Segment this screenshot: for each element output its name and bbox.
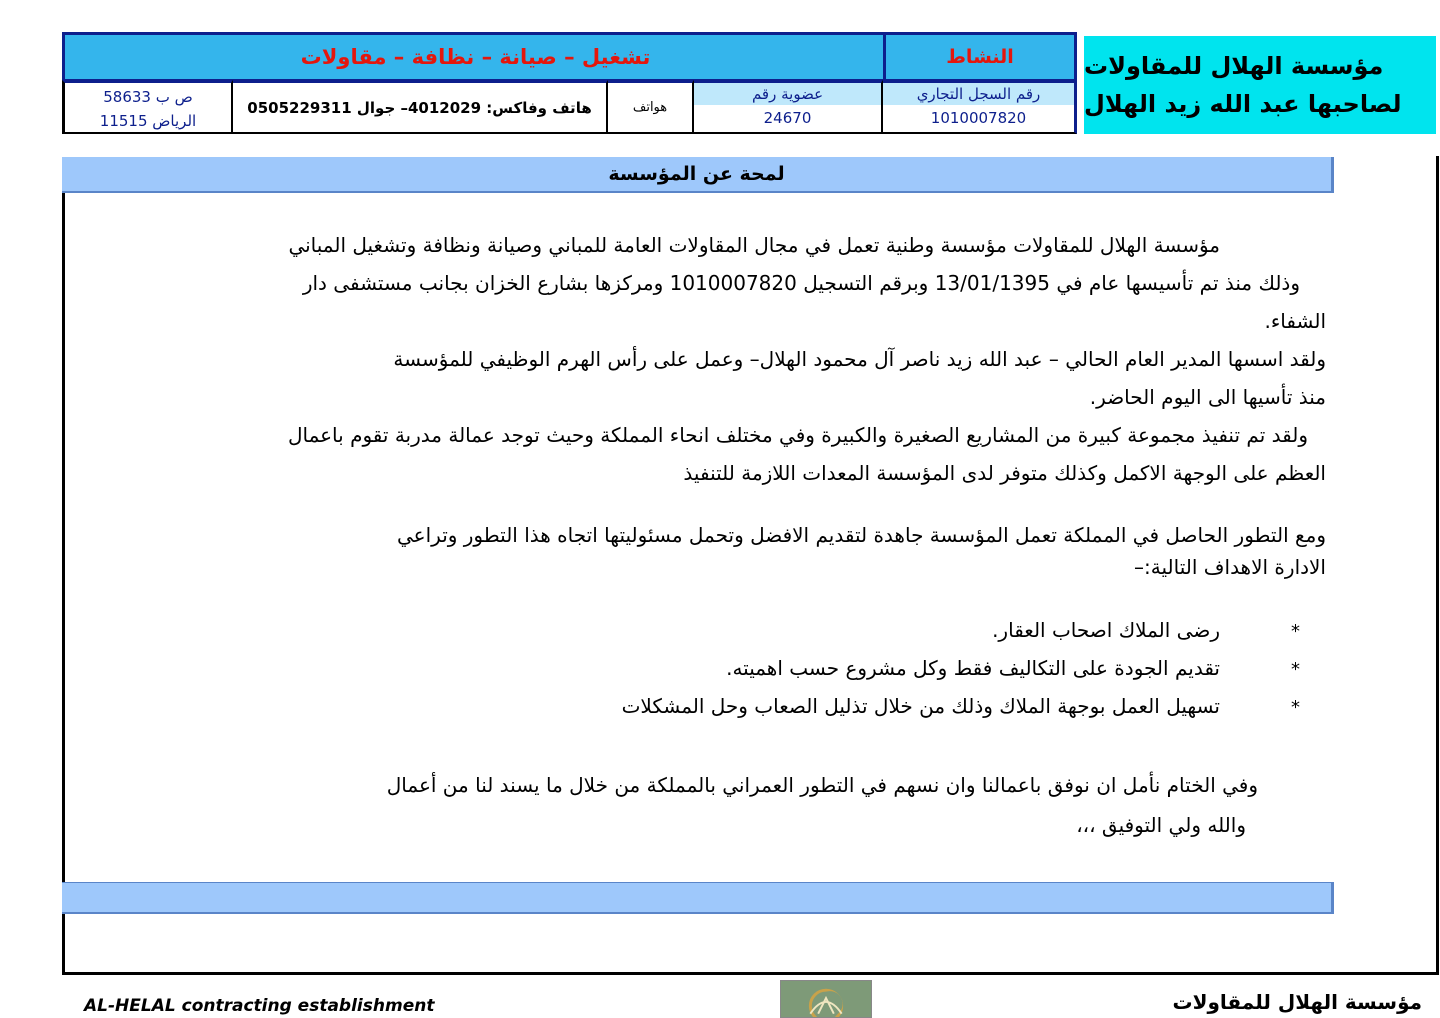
founder-line-1: ولقد اسسها المدير العام الحالي – عبد الله زيد ناصر آل محمود الهلال– وعمل على رأس الهرم الوظيفي للمؤسسة (393, 347, 1326, 371)
activity-services: تشغيل – صيانة – نظافة – مقاولات (62, 32, 886, 82)
founder-line-2: منذ تأسيها الى اليوم الحاضر. (1089, 385, 1326, 409)
projects-line-2: العظم على الوجهة الاكمل وكذلك متوفر لدى المؤسسة المعدات اللازمة للتنفيذ (683, 461, 1326, 485)
footer-english-name: AL-HELAL contracting establishment (84, 996, 435, 1016)
frame-left-border (62, 190, 65, 975)
membership-label: عضوية رقم (694, 83, 881, 105)
goal-item: رضى الملاك اصحاب العقار. (992, 618, 1220, 642)
phones-label: هواتف (608, 80, 694, 134)
activity-label: النشاط (883, 32, 1077, 82)
closing-line-2: والله ولي التوفيق ،،، (1076, 813, 1246, 837)
projects-line-1: ولقد تم تنفيذ مجموعة كبيرة من المشاريع الصغيرة والكبيرة وفي مختلف انحاء المملكة وحيث توجد عمالة مدربة تقوم باعمال (287, 423, 1308, 447)
intro-line-1: مؤسسة الهلال للمقاولات مؤسسة وطنية تعمل في مجال المقاولات العامة للمباني وصيانة ونظافة وتشغيل المباني (288, 233, 1220, 257)
goal-bullet: * (1291, 697, 1300, 718)
city-zip: الرياض 11515 (99, 112, 197, 130)
footer-arabic-name: مؤسسة الهلال للمقاولات (1172, 990, 1422, 1014)
po-box-cell (62, 80, 233, 134)
header-details-row (62, 80, 1077, 134)
membership-number: 24670 (763, 109, 812, 127)
frame-bottom-border (62, 972, 1439, 975)
commercial-register-cell (883, 80, 1077, 134)
intro-line-3: الشفاء. (1264, 309, 1326, 333)
development-line-1: ومع التطور الحاصل في المملكة تعمل المؤسسة جاهدة لتقديم الافضل وتحمل مسئوليتها اتجاه هذا التطور وتراعي (397, 523, 1326, 547)
intro-line-2: وذلك منذ تم تأسيسها عام في 13/01/1395 وبرقم التسجيل 1010007820 ومركزها بشارع الخزان بجانب مستشفى دار (302, 271, 1300, 295)
header-info-table (62, 32, 1077, 134)
development-line-2: الادارة الاهداف التالية:– (1134, 555, 1326, 579)
phone-fax: هاتف وفاكس: 4012029– جوال 0505229311 (233, 80, 608, 134)
company-name-box (1084, 36, 1436, 134)
goals-list (540, 614, 1300, 724)
bottom-band (62, 882, 1334, 914)
goal-bullet: * (1291, 621, 1300, 642)
section-title: لمحة عن المؤسسة (62, 157, 1334, 193)
company-name-line2: لصاحبها عبد الله زيد الهلال (1084, 90, 1402, 118)
goal-item: تقديم الجودة على التكاليف فقط وكل مشروع حسب اهميته. (726, 656, 1220, 680)
goal-item: تسهيل العمل بوجهة الملاك وذلك من خلال تذليل الصعاب وحل المشكلات (621, 694, 1220, 718)
membership-cell (694, 80, 883, 134)
po-box: ص ب 58633 (103, 88, 193, 106)
crescent-emblem-logo-icon (780, 980, 872, 1018)
closing-line-1: وفي الختام نأمل ان نوفق باعمالنا وان نسهم في التطور العمراني بالمملكة من خلال ما يسند لنا من أعمال (386, 773, 1258, 797)
goal-bullet: * (1291, 659, 1300, 680)
frame-right-border (1436, 156, 1439, 975)
commercial-register-number: 1010007820 (930, 109, 1027, 127)
commercial-register-label: رقم السجل التجاري (883, 83, 1074, 105)
company-name-line1: مؤسسة الهلال للمقاولات (1084, 52, 1384, 80)
